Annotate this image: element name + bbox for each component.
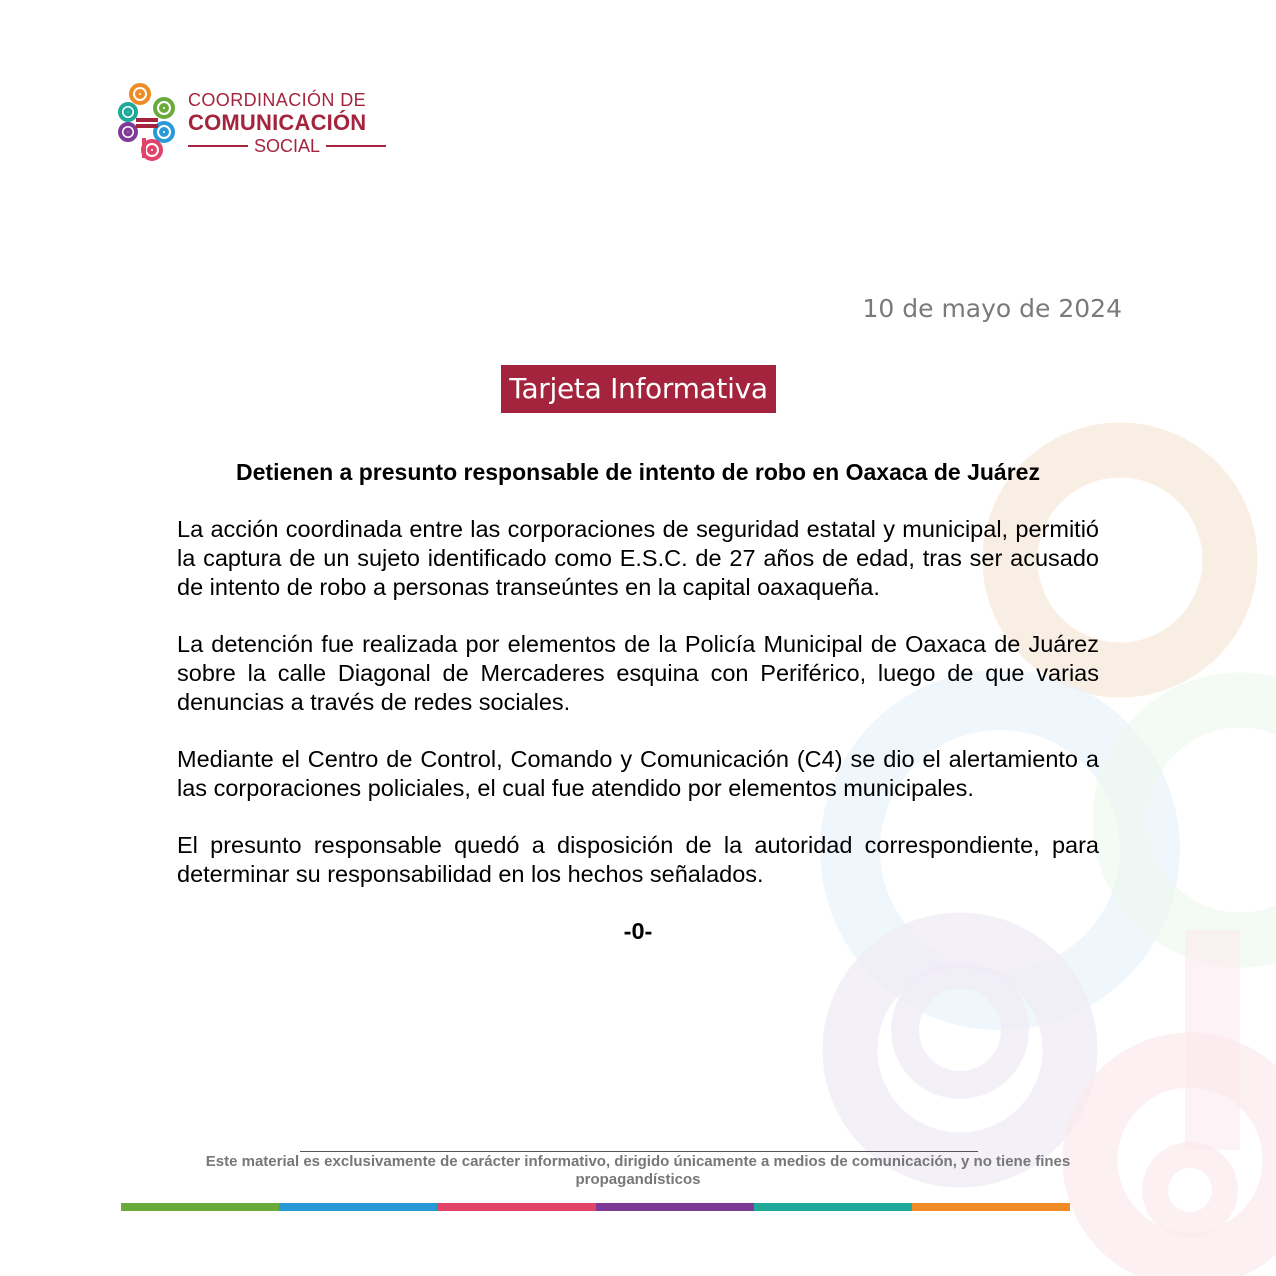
- logo-line-1: COORDINACIÓN DE: [188, 90, 367, 110]
- logo-rule-right: [326, 145, 386, 147]
- brand-logo: [118, 82, 398, 164]
- footer-rule: [300, 1151, 978, 1152]
- color-bar-segment-6: [912, 1203, 1070, 1211]
- end-separator: -0-: [623, 918, 653, 944]
- logo-rule-left: [188, 145, 248, 147]
- logo-line-3: [188, 136, 386, 156]
- paragraph-1: La acción coordinada entre las corporaciones de seguridad estatal y municipal, permitió la captura de un sujeto identificado como E.S.C. de 27 años de edad, tras ser acusado de intento de robo a personas transeúntes en la capital oaxaqueña.: [177, 516, 1099, 600]
- color-bar-segment-1: [121, 1203, 279, 1211]
- logo-line-3-text: SOCIAL: [253, 136, 321, 156]
- brand-logo-text: [188, 90, 393, 156]
- document-date: 10 de mayo de 2024: [862, 294, 1122, 323]
- document-type-badge: Tarjeta Informativa: [501, 365, 776, 413]
- color-bar-segment-3: [437, 1203, 595, 1211]
- paragraph-2: La detención fue realizada por elementos de la Policía Municipal de Oaxaca de Juárez sobre la calle Diagonal de Mercaderes esquina con Periférico, luego de que varias denuncias a través de redes sociales.: [177, 631, 1099, 715]
- footer-color-bar: [121, 1203, 1070, 1211]
- headline: Detienen a presunto responsable de intento de robo en Oaxaca de Juárez: [236, 459, 1040, 485]
- color-bar-segment-2: [279, 1203, 437, 1211]
- paragraph-4: El presunto responsable quedó a disposición de la autoridad correspondiente, para determinar su responsabilidad en los hechos señalados.: [177, 832, 1099, 887]
- disclaimer: Este material es exclusivamente de carácter informativo, dirigido únicamente a medios de comunicación, y no tiene fines propagandísticos: [205, 1153, 1071, 1188]
- color-bar-segment-5: [754, 1203, 912, 1211]
- color-bar-segment-4: [596, 1203, 754, 1211]
- logo-line-2: COMUNICACIÓN: [188, 110, 367, 135]
- brand-logo-icon: [118, 82, 182, 162]
- article-body: [177, 515, 1099, 946]
- paragraph-3: Mediante el Centro de Control, Comando y Comunicación (C4) se dio el alertamiento a las corporaciones policiales, el cual fue atendido por elementos municipales.: [177, 746, 1099, 801]
